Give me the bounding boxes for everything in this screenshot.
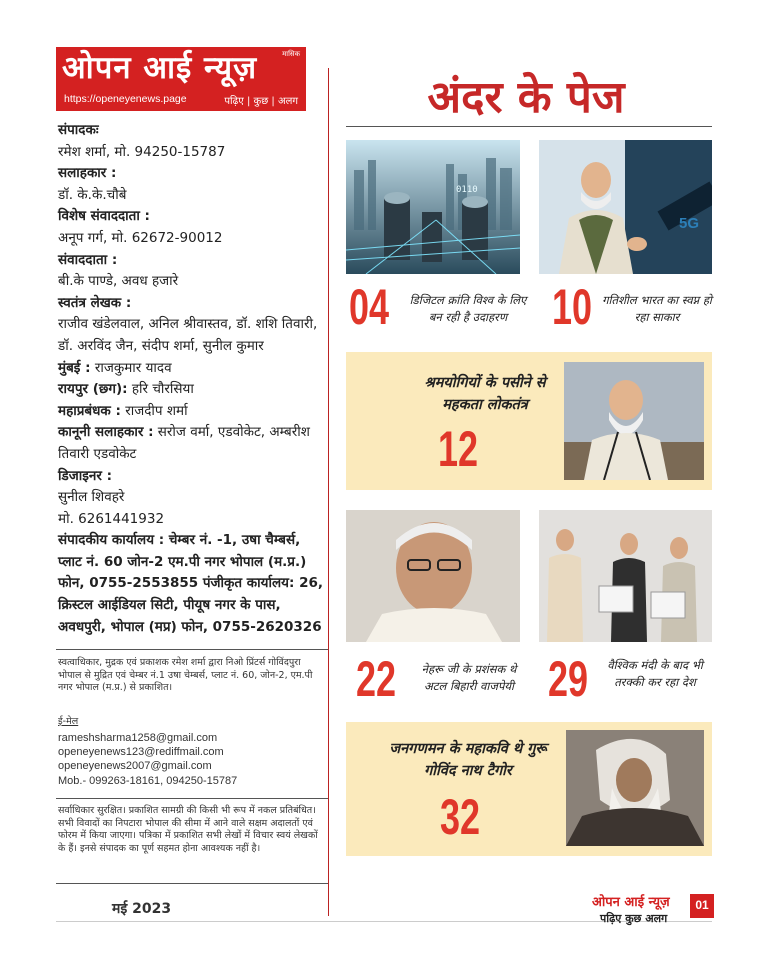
credit-advisor [58,163,328,206]
page-number-22[interactable]: 22 [356,651,397,707]
masthead-motto: पढ़िए | कुछ | अलग [224,96,298,107]
email-link[interactable]: rameshsharma1258@gmail.com [58,732,218,744]
credit-raipur [58,379,328,401]
page-number-text: 01 [695,898,709,912]
award-ceremony-image[interactable] [539,510,712,642]
page-number-04[interactable]: 04 [349,279,390,335]
credit-value: हरि चौरसिया [131,381,194,398]
credit-value: रमेश शर्मा, मो. 94250-15787 [58,143,226,160]
modi-5g-image[interactable] [539,140,712,274]
title-rule [346,126,712,127]
masthead-logo [56,47,306,111]
email-link[interactable]: openeyenews2007@gmail.com [58,760,212,773]
credit-label: कानूनी सलाहकार : [58,424,154,441]
credit-value: सुनील शिवहरे [58,489,125,506]
modi-speech-image[interactable] [564,362,704,480]
masthead-tag: मासिक [282,50,300,58]
page-number-badge [690,894,714,918]
divider [56,883,328,884]
article-caption-04[interactable]: डिजिटल क्रांति विश्व के लिए बन रही है उदाहरण [409,293,527,324]
credit-phone: मो. 6261441932 [58,510,165,527]
article-caption-29[interactable]: वैश्विक मंदी के बाद भी तरक्की कर रहा देश [607,658,703,689]
credit-general-manager [58,401,328,423]
contents-title: अंदर के पेज [427,72,625,123]
svg-text:0110: 0110 [456,185,478,195]
credit-label: संवाददाता : [58,251,118,268]
email-label: ई-मेल [58,716,79,727]
masthead-title: ओपन आई न्यूज़ [62,50,258,86]
page-number-32[interactable]: 32 [440,789,481,845]
credit-freelance-writers [58,293,328,358]
issue-date: मई 2023 [112,901,172,917]
credit-label: मुंबई : [58,359,91,376]
credit-value: राजकुमार यादव [94,359,172,376]
svg-text:5G: 5G [679,215,700,232]
credit-value: राजीव खंडेलवाल, अनिल श्रीवास्तव, डॉ. शशि तिवारी, डॉ. अरविंद जैन, संदीप शर्मा, सुनील कुमार [58,316,318,354]
credit-designer [58,466,328,531]
credit-label: विशेष संवाददाता : [58,208,150,225]
credit-label: डिजाइनर : [58,467,112,484]
credit-label: महाप्रबंधक : [58,402,121,419]
credit-label: संपादकः [58,122,99,138]
credit-label: रायपुर (छ्ग): [58,381,128,398]
credit-office [58,530,328,638]
email-list [58,731,320,788]
column-divider [328,68,329,916]
credit-mumbai [58,358,328,380]
article-caption-10[interactable]: गतिशील भारत का स्वप्न हो रहा साकार [602,293,712,324]
vajpayee-image[interactable] [346,510,520,642]
credit-special-correspondent [58,206,328,249]
credit-label: स्वतंत्र लेखक : [58,294,132,311]
disclaimer: सर्वाधिकार सुरक्षित। प्रकाशित सामग्री की किसी भी रूप में नकल प्रतिबंधित। सभी विवादों का निपटारा भोपाल की सीमा में आने वाले सक्षम अदालतों एवं फोरम में किया जाएगा। पत्रिका में प्रकाशित सभी लेखों में विचार स्वयं लेखकों के हैं। इनसे संपादक का पूर्ण सहमत होना आवश्यक नहीं है। [58,805,318,854]
credits-block [58,120,328,638]
footer-motto: पढ़िए कुछ अलग [600,912,668,925]
page-number-29[interactable]: 29 [548,651,589,707]
footer-brand: ओपन आई न्यूज़ [592,895,670,910]
article-caption-32[interactable]: जनगणमन के महाकवि थे गुरू गोविंद नाथ टैगोर [389,741,547,779]
credit-value: डॉ. के.के.चौबे [58,186,127,203]
credit-value: अनूप गर्ग, मो. 62672-90012 [58,229,223,246]
digital-city-image[interactable] [346,140,520,274]
page-number-10[interactable]: 10 [552,279,593,335]
divider [56,798,328,799]
credit-value: बी.के पाण्डे, अवध हजारे [58,273,179,290]
email-link[interactable]: openeyenews123@rediffmail.com [58,746,224,759]
credit-value: राजदीप शर्मा [125,402,188,419]
mobile-numbers: Mob.- 099263-18161, 094250-15787 [58,774,238,787]
credit-label: सलाहकार : [58,165,117,182]
credit-value: सरोज वर्मा, एडवोकेट, अम्बरीश तिवारी एडवोकेट [58,424,310,462]
masthead-url[interactable]: https://openeyenews.page [64,93,187,105]
ownership-statement: स्वत्वाधिकार, मुद्रक एवं प्रकाशक रमेश शर्मा द्वारा निओ प्रिंटर्स गोविंदपुरा भोपाल से मुद्रित एवं चेम्बर नं.1 उषा चेम्बर्स, प्लाट नं. 60, जोन-2, एम.पी नगर भोपाल (म.प्र.) से प्रकाशित। [58,657,313,693]
page-number-12[interactable]: 12 [438,421,479,477]
divider [56,649,328,650]
article-caption-22[interactable]: नेहरू जी के प्रशंसक थे अटल बिहारी वाजपेयी [421,662,517,693]
credit-legal-advisor [58,422,328,465]
credit-value: चेम्बर नं. -1, उषा चैम्बर्स, प्लाट नं. 60 जोन-2 एम.पी नगर भोपाल (म.प्र.) फोन, 0755-2553855 पंजीकृत कार्यालय: 26, क्रिस्टल आईडियल सिटी, पीयूष नगर के पास, अवधपुरी, भोपाल (मप्र) फोन, 0755-2620326 [58,532,323,635]
article-caption-12[interactable]: श्रमयोगियों के पसीने से महकता लोकतंत्र [424,375,546,413]
credit-editor [58,120,328,163]
credit-correspondent [58,250,328,293]
tagore-image[interactable] [566,730,704,846]
credit-label: संपादकीय कार्यालय : [58,532,165,549]
